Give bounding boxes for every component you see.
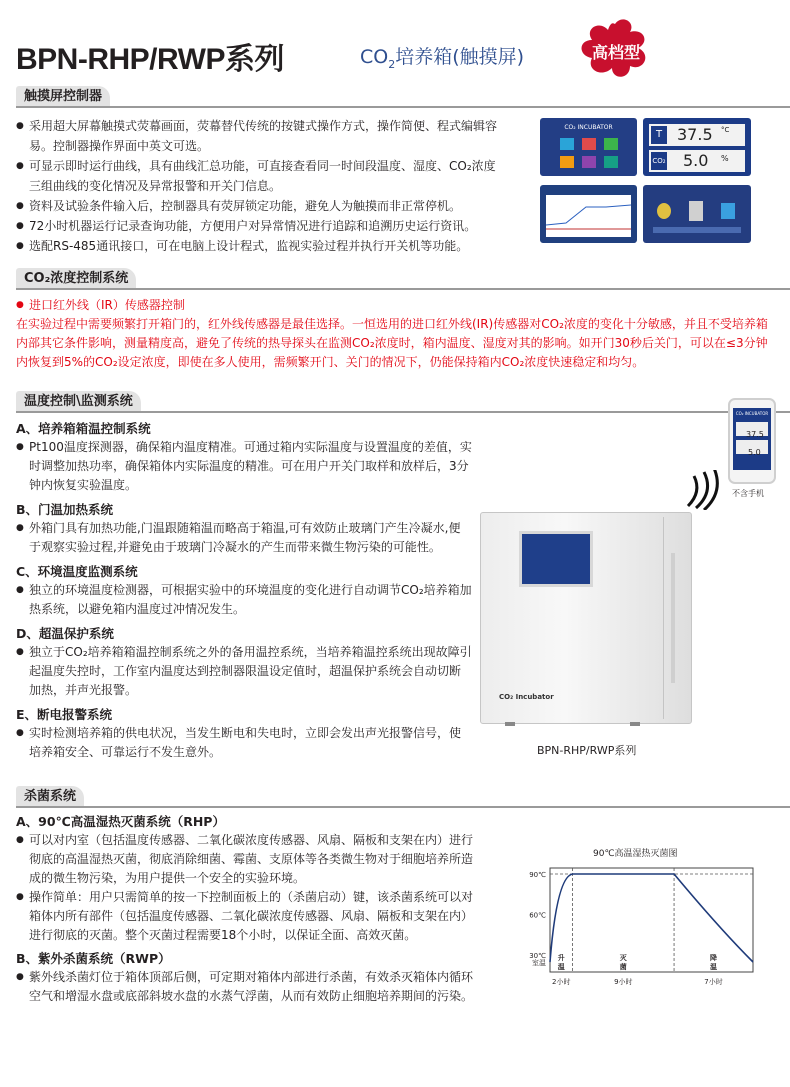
y-tick-label: 60℃ [529,911,546,920]
list-item: ● 选配RS-485通讯接口，可在电脑上设计程式，监视实验过程并执行开关机等功能。 [16,236,506,256]
page-title: BPN-RHP/RWP系列 [16,43,284,76]
phase-label: 菌 [619,963,627,971]
sterilization-b-title: B、紫外杀菌系统（RWP） [16,951,171,966]
section-sterilization-header [16,786,790,808]
product-caption: BPN-RHP/RWP系列 [537,744,637,757]
screen-settings [643,185,751,243]
incubator-foot [630,722,640,726]
section-title: 杀菌系统 [16,786,84,808]
phone-caption: 不含手机 [732,489,764,498]
chart-title: 90℃高温湿热灭菌图 [593,849,678,859]
list-item: ● 采用超大屏幕触摸式荧幕画面，荧幕替代传统的按键式操作方式，操作简便、程式编辑容易。控制器操作界面中英文可选。 [16,116,506,156]
section-temp-header [16,391,790,413]
touchscreen-bullets [16,116,506,256]
wireless-signal-icon [684,470,724,514]
sterilization-content [16,812,476,1006]
page-subtitle: $CO_2$培养箱(触摸屏) [360,46,525,71]
list-item: ● 可显示即时运行曲线，具有曲线汇总功能，可直接查看同一时间段温度、湿度、CO₂浓度三组曲线的变化情况及异常报警和开关门信息。 [16,156,506,196]
section-title: CO₂浓度控制系统 [16,268,136,290]
incubator-image: CO₂ Incubator [480,512,692,724]
y-tick-label: 30℃ [529,952,546,961]
phase-label: 升 [557,954,565,962]
temp-item-d: D、超温保护系统 ● 独立于CO₂培养箱箱温控制系统之外的备用温控系统，当培养箱温控系统出现故障引起温度失控时，工作室内温度达到控制器限温设定值时，超温保护系统会自动切断加热，并声光报警。 [16,624,472,700]
phone-image: CO₂ INCUBATOR 37.5 5.0 [728,398,776,484]
list-item: ● 可以对内室（包括温度传感器、二氧化碳浓度传感器、风扇、隔板和支架在内）进行彻底的高温湿热灭菌，彻底消除细菌、霉菌、支原体等各类微生物对于细胞培养所造成的微生物污染，为用户提供一个安全的实验环境。 [16,831,476,888]
y-tick-label: 90℃ [529,871,546,879]
section-title: 触摸屏控制器 [16,86,110,108]
list-item: ● 72小时机器运行记录查询功能，方便用户对异常情况进行追踪和追溯历史运行资讯。 [16,216,506,236]
section-touchscreen-header [16,86,790,108]
section-title: 温度控制\监测系统 [16,391,141,413]
list-item: ● 资料及试验条件输入后，控制器具有荧屏锁定功能，避免人为触摸而非正常停机。 [16,196,506,216]
co2-description: 在实验过程中需要频繁打开箱门的，红外线传感器是最佳选择。一恒选用的进口红外线(IR)传感器对CO₂浓度的变化十分敏感，并且不受培养箱内部其它条件影响，测量精度高，避免了传统的热导探头在监测CO₂浓度时，箱内温度、湿度对其的影响。如开门30秒后关门，可以在≤3分钟内恢复到5%的CO₂设定浓度，即使在多人使用，需频繁开门、关门的情况下，仍能保持箱内CO₂浓度快速稳定和均匀。 [16,317,768,369]
phase-duration-label: 7小时 [704,978,723,986]
phase-duration-label: 2小时 [552,978,571,986]
badge-label: 高档型 [591,43,640,62]
y-tick-label: 室温 [532,959,546,967]
co2-content [16,296,776,372]
chart-frame [550,868,753,972]
screen-readout: T 37.5 °C CO₂ 5.0 % [643,118,751,176]
phase-label: 温 [557,963,565,971]
incubator-foot [505,722,515,726]
temp-items [16,419,472,762]
sterilization-a-title: A、90℃高温湿热灭菌系统（RHP） [16,814,225,829]
premium-badge [570,18,660,80]
phase-label: 灭 [619,954,627,962]
phase-label: 温 [710,963,718,971]
temp-item-b: B、门温加热系统 ● 外箱门具有加热功能,门温跟随箱温而略高于箱温,可有效防止玻璃门产生冷凝水,便于观察实验过程,并避免由于玻璃门冷凝水的产生而带来微生物污染的可能性。 [16,500,472,557]
temp-item-c: C、环境温度监测系统 ● 独立的环境温度检测器，可根据实验中的环境温度的变化进行自动调节CO₂培养箱加热系统，以避免箱内温度过冲情况发生。 [16,562,472,619]
temp-item-e: E、断电报警系统 ● 实时检测培养箱的供电状况，当发生断电和失电时，立即会发出声光报警信号，使培养箱安全、可靠运行不发生意外。 [16,705,472,762]
screen-menu: CO₂ INCUBATOR [540,118,637,176]
screen-curve [540,185,637,243]
sterilization-chart [505,842,767,992]
list-item: ● 进口红外线（IR）传感器控制 [16,296,776,315]
phase-label: 降 [710,954,718,962]
temp-item-a: A、培养箱箱温控制系统 ● Pt100温度探测器，确保箱内温度精准。可通过箱内实际温度与设置温度的差值，实时调整加热功率，确保箱体内实际温度的精准。可在用户开关门取样和放样后，3分钟内恢复实验温度。 [16,419,472,495]
temperature-curve [550,874,753,962]
list-item: ● 紫外线杀菌灯位于箱体顶部后侧，可定期对箱体内部进行杀菌，有效杀灭箱体内循环空气和增湿水盘或底部斜坡水盘的水蒸气浮菌，从而有效防止细胞培养期间的污染。 [16,968,476,1006]
section-co2-header [16,268,790,290]
list-item: ● 操作简单：用户只需简单的按一下控制面板上的（杀菌启动）键，该杀菌系统可以对箱体内所有部件（包括温度传感器、二氧化碳浓度传感器、风扇、隔板和支架在内）进行彻底的灭菌。整个灭菌过程需要18个小时，以保证全面、高效灭菌。 [16,888,476,945]
phase-duration-label: 9小时 [614,978,633,986]
